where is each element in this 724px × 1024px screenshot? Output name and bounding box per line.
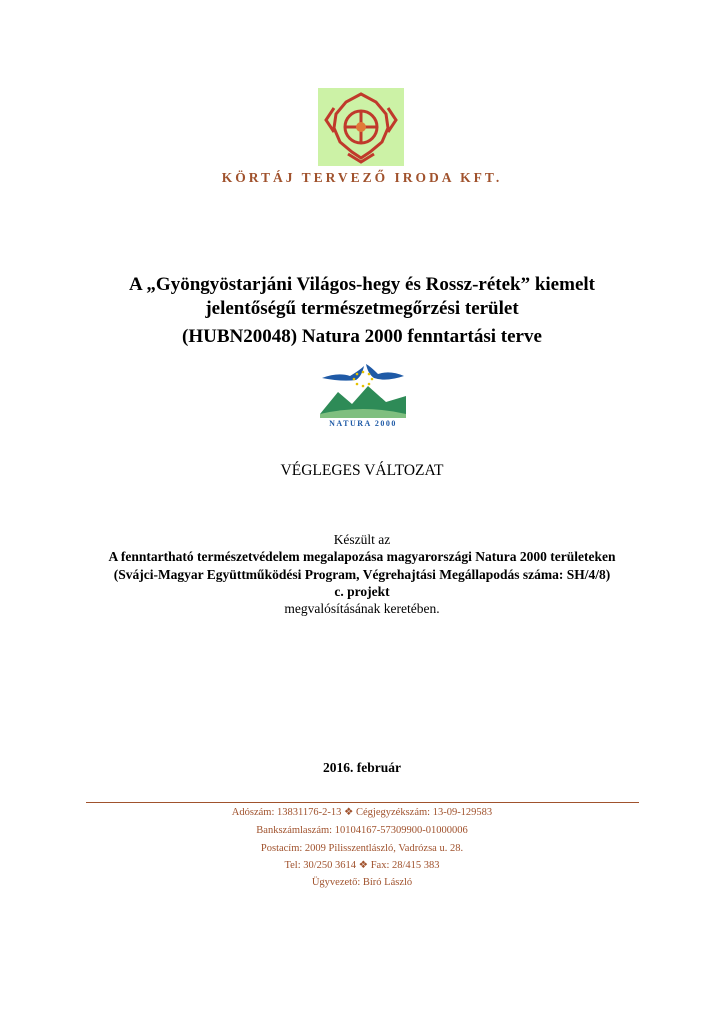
document-title-line-2: jelentőségű természetmegőrzési terület (205, 298, 519, 319)
project-suffix: c. projekt (334, 584, 390, 599)
company-name: KÖRTÁJ TERVEZŐ IRODA KFT. (221, 170, 503, 185)
document-title-line-3: (HUBN20048) Natura 2000 fenntartási terve (182, 326, 542, 347)
project-title: A fenntartható természetvédelem megalapozása magyarországi Natura 2000 területeken (108, 549, 616, 564)
document-date: 2016. február (323, 760, 401, 775)
footer-divider (86, 802, 639, 803)
company-logo (318, 88, 404, 166)
footer-postal-address: Postacím: 2009 Pilisszentlászló, Vadrózsa u. 28. (260, 843, 464, 854)
footer-phone-fax: Tel: 30/250 3614 ❖ Fax: 28/415 383 (284, 860, 440, 871)
prepared-outro: megvalósításának keretében. (284, 601, 440, 616)
version-label: VÉGLEGES VÁLTOZAT (280, 462, 444, 479)
program-reference: (Svájci-Magyar Együttműködési Program, Végrehajtási Megállapodás száma: SH/4/8) (113, 567, 611, 582)
natura-logo-text: NATURA 2000 (329, 419, 397, 428)
natura-2000-logo (320, 356, 406, 428)
footer-tax-registration: Adószám: 13831176-2-13 ❖ Cégjegyzékszám: 13-09-129583 (231, 807, 493, 818)
logo-center-dot (356, 122, 366, 132)
footer-bank-account: Bankszámlaszám: 10104167-57309900-01000006 (256, 825, 468, 836)
footer-manager: Ügyvezető: Bíró László (311, 877, 413, 888)
document-title-line-1: A „Gyöngyöstarjáni Világos-hegy és Rossz-rétek” kiemelt (129, 274, 595, 295)
prepared-intro: Készült az (333, 532, 391, 547)
